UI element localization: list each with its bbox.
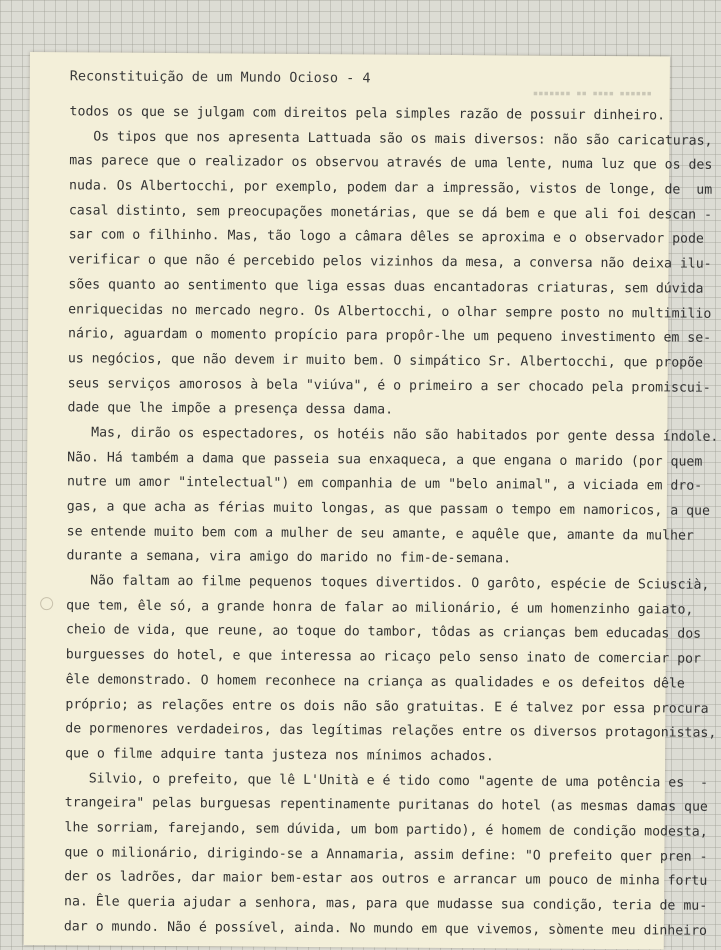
- text-line: enriquecidas no mercado negro. Os Albertocchi, o olhar sempre posto no multimilio: [68, 301, 712, 322]
- text-line: nuda. Os Albertocchi, por exemplo, podem dar a impressão, vistos de longe, de um: [69, 178, 713, 198]
- text-line: se entende muito bem com a mulher de seu amante, e aquêle que, amante da mulher: [66, 523, 694, 544]
- text-line: que o filme adquire tanta justeza nos mínimos achados.: [65, 746, 494, 765]
- text-line: dade que lhe impõe a presença dessa dama.: [67, 400, 394, 418]
- text-line: Silvio, o prefeito, que lê L'Unità e é tido como "agente de uma potência es -: [64, 770, 709, 791]
- text-line: durante a semana, vira amigo do marido no fim-de-semana.: [66, 548, 512, 567]
- text-line: dar o mundo. Não é possível, ainda. No mundo em que vivemos, sòmente meu dinheiro: [63, 918, 708, 939]
- text-line: que o milionário, dirigindo-se a Annamaria, assim define: "O prefeito quer pren -: [64, 844, 708, 865]
- text-line: us negócios, que não devem ir muito bem. O simpático Sr. Albertocchi, que propõe: [67, 351, 704, 371]
- page-header: Reconstituição de um Mundo Ocioso - 4: [69, 68, 371, 87]
- text-line: na. Êle queria ajudar a senhora, mas, para que mudasse sua condição, teria de mu-: [64, 894, 708, 914]
- text-line: nutre um amor "intelectual") em companhia de um "belo animal", a viciada em dro-: [66, 474, 703, 495]
- text-line: nário, aguardam o momento propício para propôr-lhe um pequeno investimento em se-: [67, 326, 712, 346]
- text-line: sar com o filhinho. Mas, tão logo a câmara dêles se aproxima e o observador pode: [68, 227, 704, 248]
- text-line: casal distinto, sem preocupações monetárias, que se dá bem e que ali foi descan -: [68, 203, 713, 223]
- text-line: seus serviços amorosos à bela "viúva", é o primeiro a ser chocado pela promiscui-: [67, 375, 711, 396]
- text-line: de pormenores verdadeiros, das legítimas relações entre os diversos protagonistas,: [65, 721, 717, 741]
- text-line: verificar o que não é percebido pelos vizinhos da mesa, a conversa não deixa ilu-: [68, 252, 712, 272]
- text-line: Os tipos que nos apresenta Lattuada são os mais diversos: não são caricaturas,: [69, 128, 713, 149]
- text-line: trangeira" pelas burguesas repentinamente puritanas do hotel (as mesmas damas que: [64, 795, 708, 816]
- text-line: Não. Há também a dama que passeia sua enxaqueca, a que engana o marido (por quem: [67, 449, 703, 470]
- text-line: êle demonstrado. O homem reconhece na criança as qualidades e os defeitos dêle: [65, 672, 685, 692]
- typewritten-page: [24, 52, 719, 949]
- bleed-through-text: ▪▪▪▪▪▪▪ ▪▪ ▪▪▪▪ ▪▪▪▪▪▪: [532, 88, 652, 100]
- text-line: gas, a que acha as férias muito longas, as que passam o tempo em namoricos, a que: [66, 499, 710, 519]
- text-line: Mas, dirão os espectadores, os hotéis não são habitados por gente dessa índole.: [67, 425, 719, 445]
- text-line: que tem, êle só, a grande honra de falar ao milionário, é um homenzinho gaiato,: [66, 598, 694, 618]
- text-line: próprio; as relações entre os dois não são gratuitas. E é talvez por essa procura: [65, 696, 709, 717]
- text-line: mas parece que o realizador os observou através de uma lente, numa luz que os des: [69, 153, 713, 174]
- body-text: [63, 100, 719, 943]
- text-line: sões quanto ao sentimento que liga essas duas encantadoras criaturas, sem dúvida: [68, 277, 704, 297]
- text-line: todos os que se julgam com direitos pela simples razão de possuir dinheiro.: [69, 104, 666, 124]
- text-line: cheio de vida, que reune, ao toque do tambor, tôdas as crianças bem educadas dos: [65, 622, 702, 643]
- text-line: Não faltam ao filme pequenos toques divertidos. O garôto, espécie de Sciuscià,: [66, 573, 710, 593]
- text-line: lhe sorriam, farejando, sem dúvida, um bom partido), é homem de condição modesta,: [64, 820, 708, 840]
- text-line: burguesses do hotel, e que interessa ao ricaço pelo senso inato de comerciar por: [65, 647, 702, 667]
- punch-hole: [40, 597, 53, 610]
- text-line: der os ladrões, dar maior bem-estar aos outros e arrancar um pouco de minha fortu: [64, 869, 708, 890]
